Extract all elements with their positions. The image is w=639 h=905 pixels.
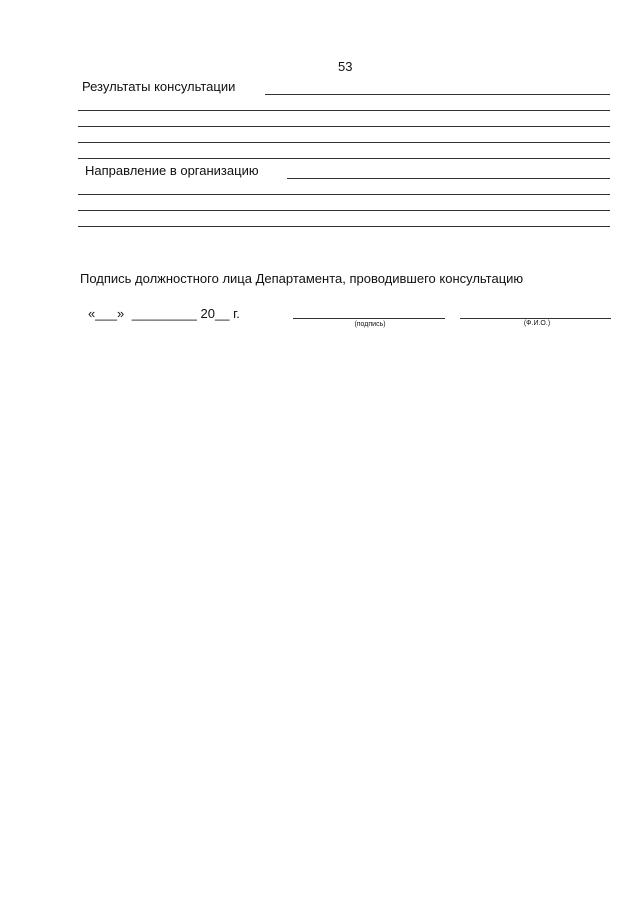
signature-heading: Подпись должностного лица Департамента, проводившего консультацию (80, 271, 524, 286)
date-month-blank[interactable]: _________ (131, 306, 197, 321)
results-line[interactable] (78, 142, 610, 143)
date-field[interactable] (88, 307, 240, 320)
results-line[interactable] (78, 158, 610, 159)
name-caption: (Ф.И.О.) (523, 320, 551, 327)
signature-caption: (подпись) (354, 321, 386, 328)
referral-line[interactable] (287, 178, 610, 179)
date-close-quote: » (116, 306, 125, 321)
signature-line[interactable] (293, 318, 445, 319)
date-year-blank[interactable]: __ (214, 306, 230, 321)
referral-line[interactable] (78, 226, 610, 227)
referral-label: Направление в организацию (85, 163, 259, 178)
date-year-prefix: 20 (200, 306, 215, 321)
referral-line[interactable] (78, 194, 610, 195)
results-label: Результаты консультации (82, 79, 236, 94)
name-line[interactable] (460, 318, 611, 319)
page-number: 53 (338, 59, 353, 74)
results-line[interactable] (78, 110, 610, 111)
date-day-blank[interactable]: ___ (95, 306, 117, 321)
results-line[interactable] (265, 94, 610, 95)
date-open-quote: « (88, 306, 96, 321)
date-year-suffix: г. (233, 306, 240, 321)
results-line[interactable] (78, 126, 610, 127)
referral-line[interactable] (78, 210, 610, 211)
